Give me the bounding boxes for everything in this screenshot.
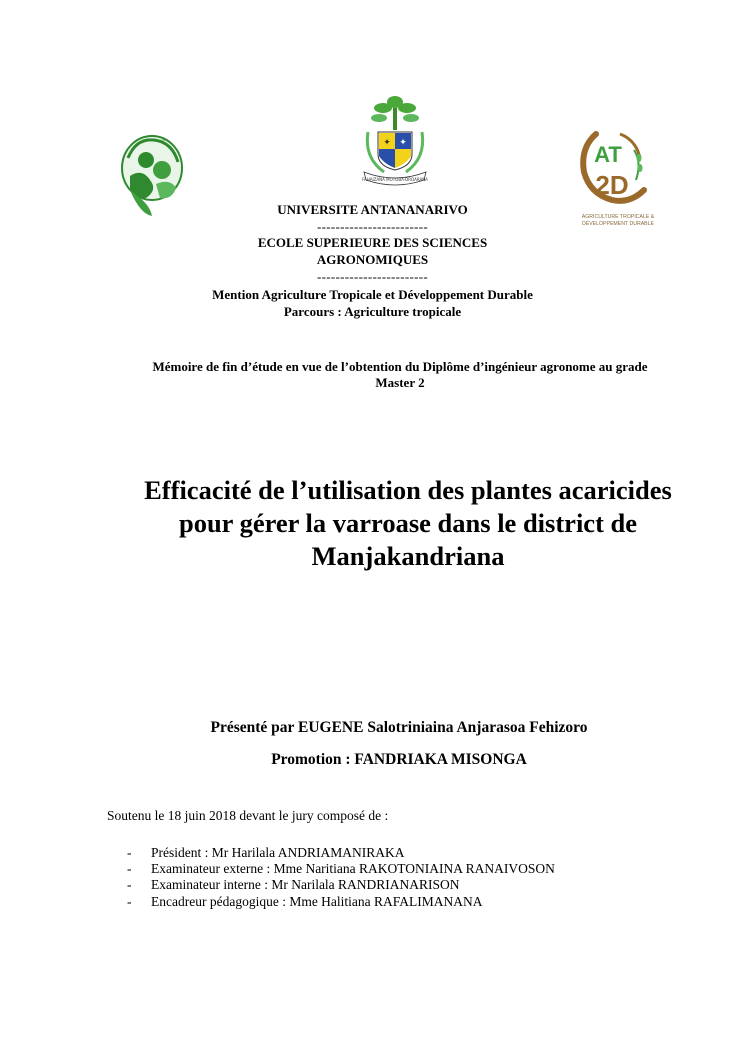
- separator-2: ------------------------: [316, 269, 429, 284]
- svg-text:~~~~~: ~~~~~: [141, 137, 167, 144]
- promotion: Promotion : FANDRIAKA MISONGA: [271, 751, 527, 768]
- at2d-letters: AT: [594, 142, 622, 167]
- jury-external-examiner: Examinateur externe : Mme Naritiana RAKOTONIAINA RANAIVOSON: [151, 861, 555, 876]
- svg-text:✦: ✦: [383, 138, 391, 148]
- parcours: Parcours : Agriculture tropicale: [283, 304, 462, 319]
- thesis-title: [110, 474, 706, 573]
- thesis-purpose-line2: Master 2: [375, 375, 425, 390]
- jury-item: [127, 861, 555, 877]
- school-name-line2: AGRONOMIQUES: [316, 252, 429, 267]
- list-dash: -: [127, 861, 132, 876]
- title-line1: Efficacité de l’utilisation des plantes acaricides: [144, 475, 672, 505]
- jury-internal-examiner: Examinateur interne : Mr Narilala RANDRIANARISON: [151, 877, 460, 892]
- separator-1: ------------------------: [316, 219, 429, 234]
- list-dash: -: [127, 894, 132, 909]
- jury-item: [127, 845, 404, 861]
- title-line2: pour gérer la varroase dans le district de: [178, 508, 638, 538]
- school-name-line1: ECOLE SUPERIEURE DES SCIENCES: [257, 235, 488, 250]
- at2d-logo-graphic: [570, 128, 666, 208]
- at2d-caption-line1: AGRICULTURE TROPICALE &: [581, 214, 655, 220]
- at2d-number: 2D: [595, 170, 629, 200]
- jury-item: [127, 877, 460, 893]
- svg-text:✦: ✦: [399, 138, 407, 148]
- title-line3: Manjakandriana: [311, 541, 505, 571]
- jury-supervisor: Encadreur pédagogique : Mme Halitiana RAFALIMANANA: [151, 894, 483, 909]
- at2d-caption-line2: DÉVELOPPEMENT DURABLE: [582, 221, 654, 227]
- mention: Mention Agriculture Tropicale et Développement Durable: [212, 287, 533, 302]
- list-dash: -: [127, 877, 132, 892]
- university-crest: [350, 88, 440, 188]
- thesis-purpose: [100, 359, 700, 391]
- list-dash: -: [127, 845, 132, 860]
- jury-item: [127, 894, 483, 910]
- defense-statement: Soutenu le 18 juin 2018 devant le jury composé de :: [107, 808, 389, 823]
- crest-motto: FAHAIZANA MOTOBA-DROARANA: [362, 177, 428, 182]
- university-crest-graphic: [350, 88, 440, 188]
- thesis-purpose-line1: Mémoire de fin d’étude en vue de l’obtention du Diplôme d’ingénieur agronome au grade: [152, 359, 648, 374]
- university-name: UNIVERSITE ANTANANARIVO: [277, 202, 468, 217]
- presented-by: Présenté par EUGENE Salotriniaina Anjarasoa Fehizoro: [210, 719, 588, 736]
- jury-president: Président : Mr Harilala ANDRIAMANIRAKA: [151, 845, 405, 860]
